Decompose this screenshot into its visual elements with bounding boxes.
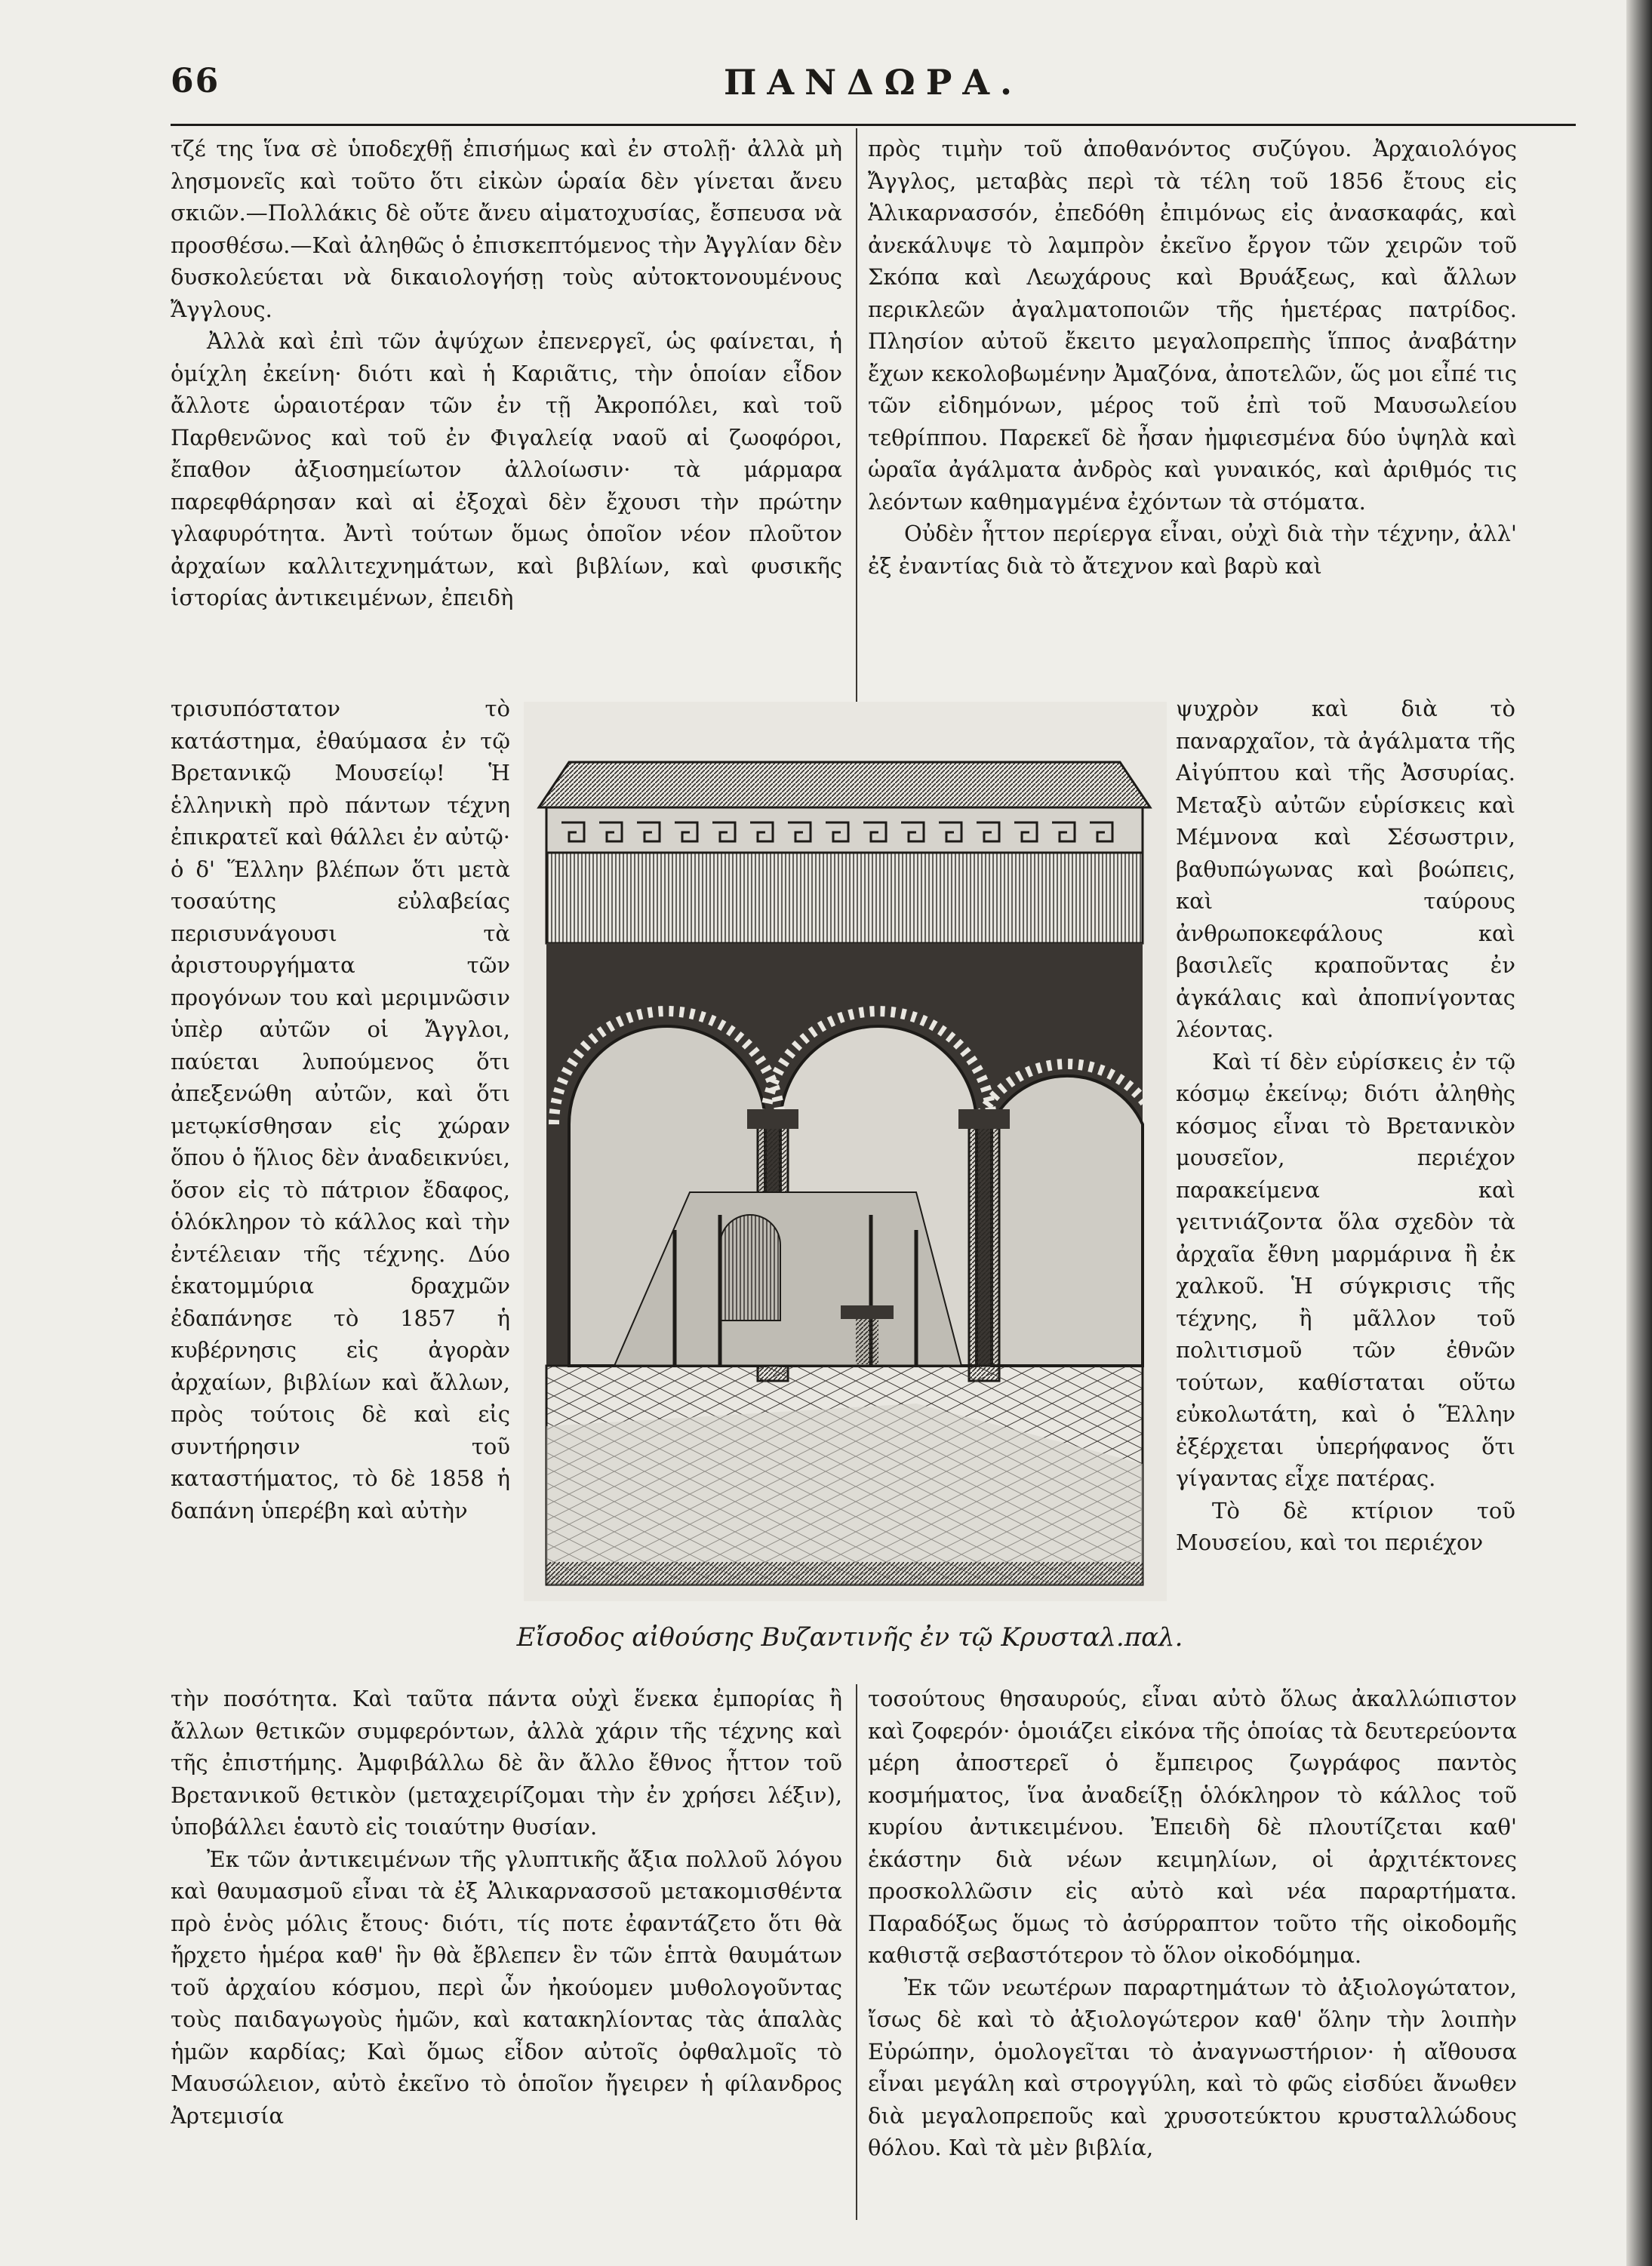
header-rule	[171, 124, 1576, 126]
paragraph: Ἐκ τῶν ἀντικειμένων τῆς γλυπτικῆς ἄξια πολλοῦ λόγου καὶ θαυμασμοῦ εἶναι τὰ ἐξ Ἁλικαρνασσοῦ μετακομισθέντα πρὸ ἑνὸς μόλις ἔτους· διότι, τίς ποτε ἐφαντάζετο ὅτι θὰ ἤρχετο ἡμέρα καθ' ἣν θὰ ἔβλεπεν ἓν τῶν ἑπτὰ θαυμάτων τοῦ ἀρχαίου κόσμου, περὶ ὧν ἠκούομεν μυθολογοῦντας τοὺς παιδαγωγοὺς ἡμῶν, καὶ κατακηλίοντας τὰς ἁπαλὰς ἡμῶν καρδίας; Καὶ ὅμως εἶδον αὐτοῖς ὀφθαλμοῖς τὸ Μαυσώλειον, αὐτὸ ἐκεῖνο τὸ ὁποῖον ἤγειρεν ἡ φίλανδρος Ἀρτεμισία	[171, 1846, 842, 2129]
paragraph: Ἐκ τῶν νεωτέρων παραρτημάτων τὸ ἀξιολογώτατον, ἴσως δὲ καὶ τὸ ἀξιολογώτερον καθ' ὅλην τὴν λοιπὴν Εὐρώπην, ὁμολογεῖται τὸ ἀναγνωστήριον· ἡ αἴθουσα εἶναι μεγάλη καὶ στρογγύλη, καὶ τὸ φῶς εἰσδύει ἄνωθεν διὰ μεγαλοπρεποῦς καὶ χρυσοτεύκτου κρυσταλλώδους θόλου. Καὶ τὰ μὲν βιβλία,	[868, 1974, 1517, 2160]
paragraph: τοσούτους θησαυρούς, εἶναι αὐτὸ ὅλως ἀκαλλώπιστον καὶ ζοφερόν· ὁμοιάζει εἰκόνα τῆς ὁποίας τὰ δευτερεύοντα μέρη ἀποστερεῖ ὁ ἔμπειρος ζωγράφος παντὸς κοσμήματος, ἵνα ἀναδείξῃ ὁλόκληρον τὸ κάλλος τοῦ κυρίου ἀντικειμένου. Ἐπειδὴ δὲ πλουτίζεται καθ' ἑκάστην διὰ νέων κειμηλίων, οἱ ἀρχιτέκτονες προσκολλῶσιν εἰς αὐτὸ καὶ νέα παραρτήματα. Παραδόξως ὅμως τὸ ἀσύρραπτον τοῦτο τῆς οἰκοδομῆς καθιστᾷ σεβαστότερον τὸ ὅλον οἰκοδόμημα.	[868, 1686, 1517, 1968]
book-spine-shadow	[1626, 0, 1652, 2266]
right-column-top	[868, 133, 1517, 691]
journal-title: ΠΑΝΔΩΡΑ.	[723, 62, 1023, 103]
paragraph: ψυχρὸν καὶ διὰ τὸ παναρχαῖον, τὰ ἀγάλματα τῆς Αἰγύπτου καὶ τῆς Ἀσσυρίας. Μεταξὺ αὐτῶν εὑρίσκεις καὶ Μέμνονα καὶ Σέσωστριν, βαθυπώγωνας καὶ βοώπεις, καὶ ταύρους ἀνθρωποκεφάλους καὶ βασιλεῖς κραποῦντας ἐν ἀγκάλαις καὶ ἀποπνίγοντας λέοντας.	[1176, 696, 1515, 1042]
paragraph: Καὶ τί δὲν εὑρίσκεις ἐν τῷ κόσμῳ ἐκείνῳ; διότι ἀληθὴς κόσμος εἶναι τὸ Βρετανικὸν μουσεῖον, περιέχον παρακείμενα καὶ γειτνιάζοντα ὅλα σχεδὸν τὰ ἀρχαῖα ἔθνη μαρμάρινα ἢ ἐκ χαλκοῦ. Ἡ σύγκρισις τῆς τέχνης, ἢ μᾶλλον τοῦ πολιτισμοῦ τῶν ἐθνῶν τούτων, καθίσταται οὕτω εὐκολωτάτη, καὶ ὁ Ἕλλην ἐξέρχεται ὑπερήφανος ὅτι γίγαντας εἶχε πατέρας.	[1176, 1048, 1515, 1491]
left-column-bottom	[171, 1683, 842, 2226]
paragraph: τρισυπόστατον τὸ κατάστημα, ἐθαύμασα ἐν τῷ Βρετανικῷ Μουσείῳ! Ἡ ἑλληνικὴ πρὸ πάντων τέχνη ἐπικρατεῖ καὶ θάλλει ἐν αὐτῷ· ὁ δ' Ἕλλην βλέπων ὅτι μετὰ τοσαύτης εὐλαβείας περισυνάγουσι τὰ ἀριστουργήματα τῶν προγόνων του καὶ μεριμνῶσιν ὑπὲρ αὐτῶν οἱ Ἄγγλοι, παύεται λυπούμενος ὅτι ἀπεξενώθη αὐτῶν, καὶ ὅτι μετῳκίσθησαν εἰς χώραν ὅπου ὁ ἥλιος δὲν ἀναδεικνύει, ὅσον εἰς τὸ πάτριον ἔδαφος, ὁλόκληρον τὸ κάλλος καὶ τὴν ἐντέλειαν τῆς τέχνης. Δύο ἑκατομμύρια δραχμῶν ἐδαπάνησε τὸ 1857 ἡ κυβέρνησις εἰς ἀγορὰν ἀρχαίων, βιβλίων καὶ ἄλλων, πρὸς τούτοις δὲ καὶ εἰς συντήρησιν τοῦ καταστήματος, τὸ δὲ 1858 ἡ δαπάνη ὑπερέβη καὶ αὐτὴν	[171, 696, 510, 1523]
paragraph: Ἀλλὰ καὶ ἐπὶ τῶν ἀψύχων ἐπενεργεῖ, ὡς φαίνεται, ἡ ὁμίχλη ἐκείνη· διότι καὶ ἡ Καριᾶτις, τὴν ὁποίαν εἶδον ἄλλοτε ὡραιοτέραν τῶν ἐν τῇ Ἀκροπόλει, καὶ τοῦ Παρθενῶνος καὶ τοῦ ἐν Φιγαλείᾳ ναοῦ αἱ ζωοφόροι, ἔπαθον ἀξιοσημείωτον ἀλλοίωσιν· τὰ μάρμαρα παρεφθάρησαν καὶ αἱ ἐξοχαὶ δὲν ἔχουσι τὴν πρώτην γλαφυρότητα. Ἀντὶ τούτων ὅμως ὁποῖον νέον πλοῦτον ἀρχαίων καλλιτεχνημάτων, καὶ βιβλίων, καὶ φυσικῆς ἱστορίας ἀντικειμένων, ἐπειδὴ	[171, 328, 842, 610]
paragraph: τὴν ποσότητα. Καὶ ταῦτα πάντα οὐχὶ ἕνεκα ἐμπορίας ἢ ἄλλων θετικῶν συμφερόντων, ἀλλὰ χάριν τῆς τέχνης καὶ τῆς ἐπιστήμης. Ἀμφιβάλλω δὲ ἂν ἄλλο ἔθνος ἧττον τοῦ Βρετανικοῦ θετικὸν (μεταχειρίζομαι τὴν ἐν χρήσει λέξιν), ὑποβάλλει ἑαυτὸ εἰς τοιαύτην θυσίαν.	[171, 1686, 842, 1840]
paragraph: Οὐδὲν ἧττον περίεργα εἶναι, οὐχὶ διὰ τὴν τέχνην, ἀλλ' ἐξ ἐναντίας διὰ τὸ ἄτεχνον καὶ βαρὺ καὶ	[868, 521, 1517, 579]
column-divider-top	[856, 128, 857, 717]
paragraph: Τὸ δὲ κτίριον τοῦ Μουσείου, καὶ τοι περιέχον	[1176, 1497, 1515, 1555]
illustration-caption: Εἴσοδος αἰθούσης Βυζαντινῆς ἐν τῷ Κρυσταλ.παλ.	[516, 1622, 1183, 1653]
page-number: 66	[171, 62, 220, 100]
right-column-beside-illustration	[1176, 693, 1515, 1666]
right-column-bottom	[868, 1683, 1517, 2226]
column-divider-bottom	[856, 1684, 857, 2220]
paragraph: τζέ της ἵνα σὲ ὑποδεχθῇ ἐπισήμως καὶ ἐν στολῇ· ἀλλὰ μὴ λησμονεῖς καὶ τοῦτο ὅτι εἰκὼν ὡραία δὲν γίνεται ἄνευ σκιῶν.—Πολλάκις δὲ οὔτε ἄνευ αἱματοχυσίας, ἔσπευσα νὰ προσθέσω.—Καὶ ἀληθῶς ὁ ἐπισκεπτόμενος τὴν Ἀγγλίαν δὲν δυσκολεύεται νὰ δικαιολογήσῃ τοὺς αὐτοκτονουμένους Ἄγγλους.	[171, 136, 842, 322]
paragraph: πρὸς τιμὴν τοῦ ἀποθανόντος συζύγου. Ἀρχαιολόγος Ἄγγλος, μεταβὰς περὶ τὰ τέλη τοῦ 1856 ἔτους εἰς Ἁλικαρνασσόν, ἐπεδόθη ἐπιμόνως εἰς ἀνασκαφάς, καὶ ἀνεκάλυψε τὸ λαμπρὸν ἐκεῖνο ἔργον τῶν χειρῶν τοῦ Σκόπα καὶ Λεωχάρους καὶ Βρυάξεως, καὶ ἄλλων περικλεῶν ἀγαλματοποιῶν τῆς ἡμετέρας πατρίδος. Πλησίον αὐτοῦ ἔκειτο μεγαλοπρεπὴς ἵππος ἀναβάτην ἔχων κεκολοβωμένην Ἀμαζόνα, ἀποτελῶν, ὥς μοι εἶπέ τις τῶν εἰδημόνων, μέρος τοῦ ἐπὶ τοῦ Μαυσωλείου τεθρίππου. Παρεκεῖ δὲ ἦσαν ἠμφιεσμένα δύο ὑψηλὰ καὶ ὡραῖα ἀγάλματα ἀνδρὸς καὶ γυναικός, καὶ ἀριθμός τις λεόντων καθημαγμένα ἐχόντων τὰ στόματα.	[868, 136, 1517, 515]
left-column-beside-illustration	[171, 693, 510, 1666]
byzantine-hall-engraving	[524, 702, 1167, 1601]
left-column-top	[171, 133, 842, 691]
page-header	[171, 62, 1576, 110]
